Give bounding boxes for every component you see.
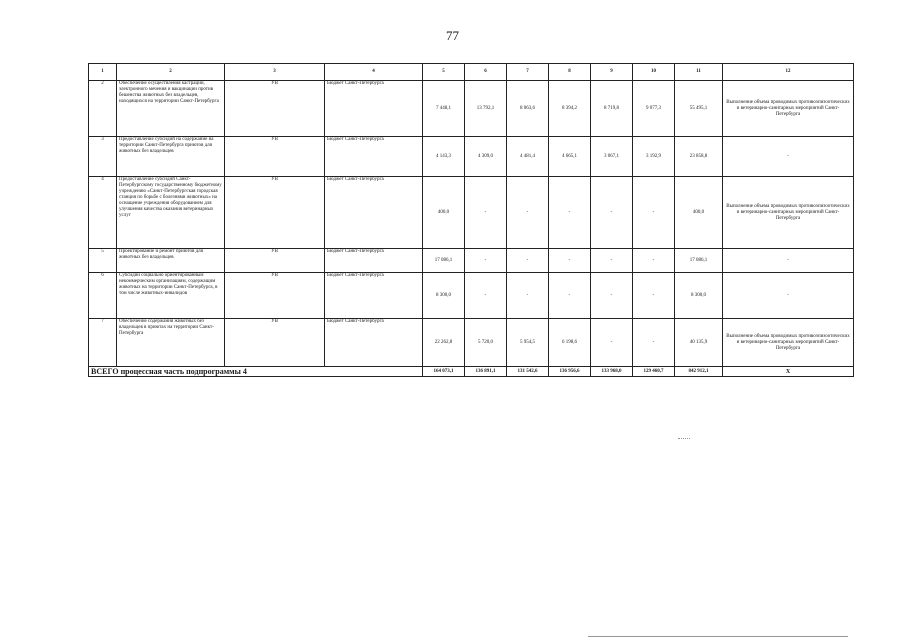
total-2022: 131 542,6 bbox=[507, 367, 549, 377]
col-header-7: 7 bbox=[507, 64, 549, 81]
expected-result: - bbox=[723, 249, 854, 273]
scan-edge-line bbox=[588, 636, 848, 637]
row-number: 6 bbox=[89, 273, 117, 319]
value-total: 55 495,1 bbox=[675, 81, 723, 137]
funding-source: Бюджет Санкт-Петербурга bbox=[325, 249, 423, 273]
value-2021: - bbox=[465, 249, 507, 273]
value-total: 23 858,8 bbox=[675, 137, 723, 177]
value-total: 8 300,0 bbox=[675, 273, 723, 319]
value-2021: 13 792,1 bbox=[465, 81, 507, 137]
value-2024: - bbox=[591, 249, 633, 273]
funding-source: Бюджет Санкт-Петербурга bbox=[325, 177, 423, 249]
measure-name: Предоставление субсидий на содержание на территории Санкт-Петербурга приютов для животных без владельцев bbox=[117, 137, 225, 177]
value-2025: - bbox=[633, 249, 675, 273]
funding-source: Бюджет Санкт-Петербурга bbox=[325, 273, 423, 319]
funding-source: Бюджет Санкт-Петербурга bbox=[325, 319, 423, 367]
table-row bbox=[89, 273, 854, 319]
measure-name: Обеспечение содержания животных без владельцев в приютах на территории Санкт-Петербурга bbox=[117, 319, 225, 367]
row-number: 3 bbox=[89, 137, 117, 177]
value-2021: 4 309,0 bbox=[465, 137, 507, 177]
page-number: 77 bbox=[446, 28, 459, 43]
total-2025: 129 460,7 bbox=[633, 367, 675, 377]
total-2023: 136 956,6 bbox=[549, 367, 591, 377]
executor: УВ bbox=[225, 319, 325, 367]
value-2024: 3 067,1 bbox=[591, 137, 633, 177]
expected-result: Выполнение объема проводимых противоэпизоотических и ветеринарно-санитарных мероприятий Санкт-Петербурга bbox=[723, 177, 854, 249]
total-2021: 136 891,1 bbox=[465, 367, 507, 377]
value-2020: 400,0 bbox=[423, 177, 465, 249]
row-number: 7 bbox=[89, 319, 117, 367]
value-2021: 5 720,0 bbox=[465, 319, 507, 367]
expected-result: - bbox=[723, 273, 854, 319]
executor: УВ bbox=[225, 249, 325, 273]
funding-source: Бюджет Санкт-Петербурга bbox=[325, 137, 423, 177]
row-number: 4 bbox=[89, 177, 117, 249]
expected-result: Выполнение объема проводимых противоэпизоотических и ветеринарно-санитарных мероприятий Санкт-Петербурга bbox=[723, 319, 854, 367]
value-2024: 8 719,8 bbox=[591, 81, 633, 137]
expected-result: Выполнение объема проводимых противоэпизоотических и ветеринарно-санитарных мероприятий Санкт-Петербурга bbox=[723, 81, 854, 137]
value-2023: - bbox=[549, 249, 591, 273]
col-header-2: 2 bbox=[117, 64, 225, 81]
measure-name: Проектирование и ремонт приютов для животных без владельцев bbox=[117, 249, 225, 273]
value-2023: 6 198,6 bbox=[549, 319, 591, 367]
value-total: 400,0 bbox=[675, 177, 723, 249]
col-header-4: 4 bbox=[325, 64, 423, 81]
table-row bbox=[89, 137, 854, 177]
value-2025: - bbox=[633, 273, 675, 319]
value-2021: - bbox=[465, 273, 507, 319]
col-header-6: 6 bbox=[465, 64, 507, 81]
header-row bbox=[89, 64, 854, 81]
value-2024: - bbox=[591, 273, 633, 319]
value-2025: 3 192,9 bbox=[633, 137, 675, 177]
scan-artifact bbox=[678, 438, 690, 440]
value-2020: 22 262,8 bbox=[423, 319, 465, 367]
col-header-9: 9 bbox=[591, 64, 633, 81]
value-2022: - bbox=[507, 273, 549, 319]
row-number: 2 bbox=[89, 81, 117, 137]
value-2020: 8 300,0 bbox=[423, 273, 465, 319]
total-label: ВСЕГО процессная часть подпрограммы 4 bbox=[89, 367, 423, 377]
value-2025: - bbox=[633, 319, 675, 367]
value-2023: 4 665,1 bbox=[549, 137, 591, 177]
total-row bbox=[89, 367, 854, 377]
table-row bbox=[89, 319, 854, 367]
expected-result: - bbox=[723, 137, 854, 177]
value-2022: 8 063,6 bbox=[507, 81, 549, 137]
value-2025: - bbox=[633, 177, 675, 249]
funding-source: Бюджет Санкт-Петербурга bbox=[325, 81, 423, 137]
value-2022: - bbox=[507, 177, 549, 249]
value-2023: - bbox=[549, 177, 591, 249]
col-header-1: 1 bbox=[89, 64, 117, 81]
measure-name: Субсидии социально ориентированным некоммерческим организациям, содержащим животных на территории Санкт-Петербурга, в том числе животных-инвалидов bbox=[117, 273, 225, 319]
value-2021: - bbox=[465, 177, 507, 249]
table-row bbox=[89, 177, 854, 249]
value-total: 17 086,1 bbox=[675, 249, 723, 273]
value-2022: - bbox=[507, 249, 549, 273]
executor: УВ bbox=[225, 273, 325, 319]
row-number: 5 bbox=[89, 249, 117, 273]
table-row bbox=[89, 81, 854, 137]
value-2020: 4 143,3 bbox=[423, 137, 465, 177]
value-2020: 7 448,1 bbox=[423, 81, 465, 137]
measure-name: Обеспечение осуществления кастрации, электронного мечения и вакцинации против бешенства животных без владельцев, находящихся на территории Санкт-Петербурга bbox=[117, 81, 225, 137]
col-header-3: 3 bbox=[225, 64, 325, 81]
col-header-12: 12 bbox=[723, 64, 854, 81]
executor: УВ bbox=[225, 81, 325, 137]
executor: УВ bbox=[225, 177, 325, 249]
value-2025: 9 077,3 bbox=[633, 81, 675, 137]
total-2020: 164 073,1 bbox=[423, 367, 465, 377]
value-2020: 17 086,1 bbox=[423, 249, 465, 273]
table-row bbox=[89, 249, 854, 273]
total-2024: 133 968,0 bbox=[591, 367, 633, 377]
value-2023: 8 394,2 bbox=[549, 81, 591, 137]
col-header-8: 8 bbox=[549, 64, 591, 81]
value-2022: 5 954,5 bbox=[507, 319, 549, 367]
total-x-mark: Х bbox=[723, 367, 854, 377]
value-2024: - bbox=[591, 177, 633, 249]
col-header-10: 10 bbox=[633, 64, 675, 81]
value-2024: - bbox=[591, 319, 633, 367]
col-header-5: 5 bbox=[423, 64, 465, 81]
value-2023: - bbox=[549, 273, 591, 319]
value-total: 40 135,9 bbox=[675, 319, 723, 367]
total-sum: 842 912,1 bbox=[675, 367, 723, 377]
value-2022: 4 481,4 bbox=[507, 137, 549, 177]
measure-name: Предоставление субсидий Санкт-Петербургскому государственному бюджетному учреждению «Санкт-Петербургская городская станция по борьбе с болезнями животных» на оснащение учреждения оборудованием для улучшения качества оказания ветеринарных услуг bbox=[117, 177, 225, 249]
col-header-11: 11 bbox=[675, 64, 723, 81]
budget-table bbox=[88, 63, 854, 377]
executor: УВ bbox=[225, 137, 325, 177]
